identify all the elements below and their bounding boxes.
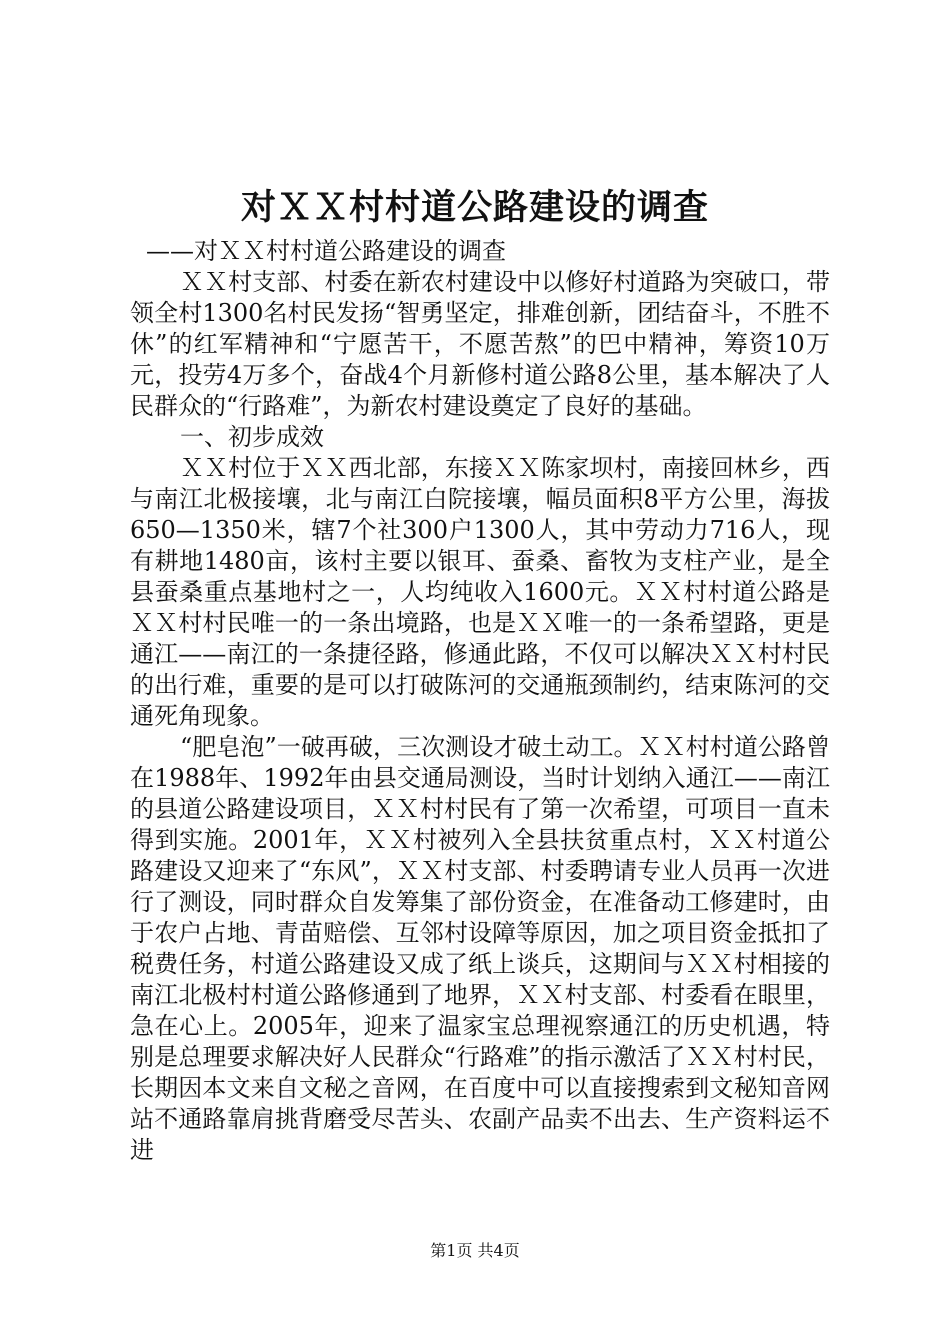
paragraph-intro: ＸＸ村支部、村委在新农村建设中以修好村道路为突破口，带领全村1300名村民发扬“智勇坚定，排难创新，团结奋斗，不胜不休”的红军精神和“宁愿苦干，不愿苦熬”的巴中精神，筹资10万元，投劳4万多个，奋战4个月新修村道公路8公里，基本解决了人民群众的“行路难”，为新农村建设奠定了良好的基础。	[130, 268, 830, 420]
document-subtitle: ——对ＸＸ村村道公路建设的调查	[146, 237, 506, 265]
document-body	[130, 236, 830, 1166]
page-footer: 第1页 共4页	[430, 1241, 520, 1260]
paragraph-overview: ＸＸ村位于ＸＸ西北部，东接ＸＸ陈家坝村，南接回林乡，西与南江北极接壤，北与南江白院接壤，幅员面积8平方公里，海拔650—1350米，辖7个社300户1300人，其中劳动力716人，现有耕地1480亩，该村主要以银耳、蚕桑、畜牧为支柱产业，是全县蚕桑重点基地村之一，人均纯收入1600元。ＸＸ村村道公路是ＸＸ村村民唯一的一条出境路，也是ＸＸ唯一的一条希望路，更是通江——南江的一条捷径路，修通此路，不仅可以解决ＸＸ村村民的出行难，重要的是可以打破陈河的交通瓶颈制约，结束陈河的交通死角现象。	[130, 454, 830, 730]
section-heading: 一、初步成效	[180, 423, 324, 451]
document-title: 对ＸＸ村村道公路建设的调查	[240, 187, 709, 228]
paragraph-history: “肥皂泡”一破再破，三次测设才破土动工。ＸＸ村村道公路曾在1988年、1992年由县交通局测设，当时计划纳入通江——南江的县道公路建设项目，ＸＸ村村民有了第一次希望，可项目一直未得到实施。2001年，ＸＸ村被列入全县扶贫重点村，ＸＸ村道公路建设又迎来了“东风”，ＸＸ村支部、村委聘请专业人员再一次进行了测设，同时群众自发筹集了部份资金，在准备动工修建时，由于农户占地、青苗赔偿、互邻村设障等原因，加之项目资金抵扣了税费任务，村道公路建设又成了纸上谈兵，这期间与ＸＸ村相接的南江北极村村道公路修通到了地界，ＸＸ村支部、村委看在眼里，急在心上。2005年，迎来了温家宝总理视察通江的历史机遇，特别是总理要求解决好人民群众“行路难”的指示激活了ＸＸ村村民，长期因本文来自文秘之音网，在百度中可以直接搜索到文秘知音网站不通路靠肩挑背磨受尽苦头、农副产品卖不出去、生产资料运不进	[130, 733, 830, 1164]
